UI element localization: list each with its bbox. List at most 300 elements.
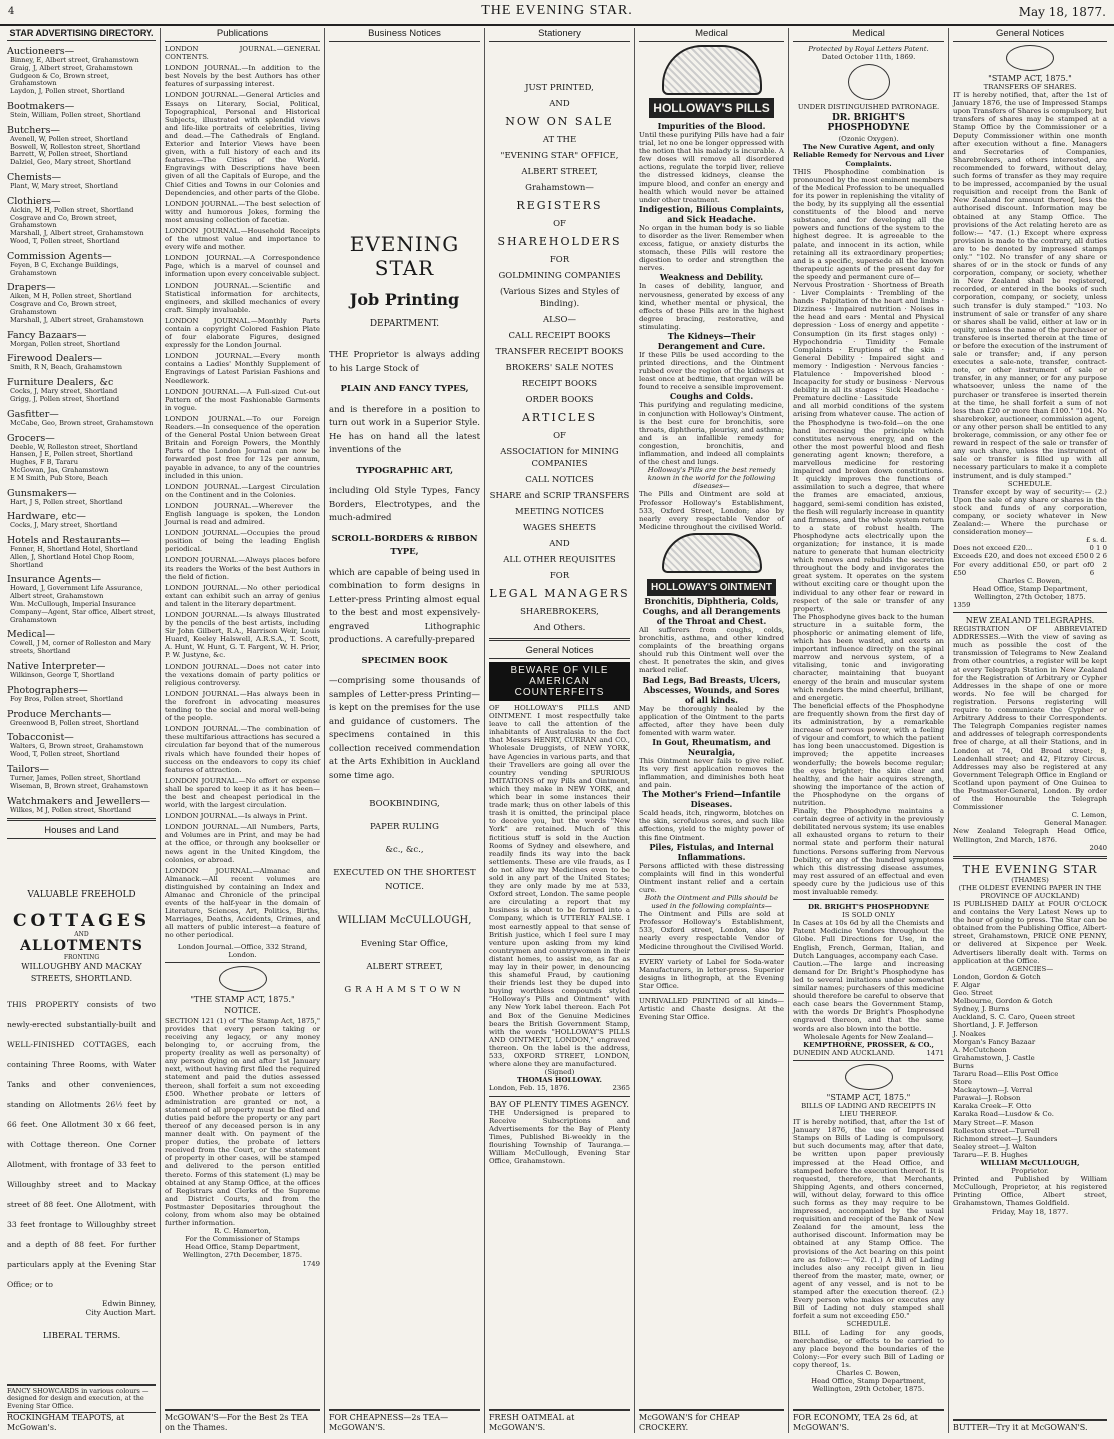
journal-office: London Journal.—Office, 332 Strand, London. bbox=[177, 942, 308, 959]
publication-item: LONDON JOURNAL.—Has always been in the forefront in advocating measures tending to the social and moral well-being of the people. bbox=[165, 689, 320, 723]
ad-and: AND bbox=[74, 931, 89, 939]
fee-label: Does not exceed £20... bbox=[953, 544, 1033, 553]
telegraphs-signature-2: General Manager. bbox=[1044, 819, 1107, 828]
patent-line: Protected by Royal Letters Patent. bbox=[808, 45, 929, 53]
directory-entry: Stein, William, Pollen street, Shortland bbox=[10, 110, 141, 119]
publication-item: LONDON JOURNAL.—Occupies the proud position of being the leading English periodical. bbox=[165, 529, 320, 554]
publications-heading: Publications bbox=[165, 28, 320, 42]
job-signature-3: ALBERT STREET, bbox=[366, 962, 443, 972]
directory-category: Native Interpreter— bbox=[7, 661, 106, 673]
directory-list bbox=[7, 46, 156, 814]
phosphodyne-body-5: Finally, the Phosphodyne maintains a certain degree of activity in the previously debilitated nervous system; its use enables all exhausted organs to return to their normal state and perform their natural functions. Persons suffering from Nervous Debility, or any of the hundred symptoms which this distressing disease assumes, may rest assured of an effectual and even speedy cure by the judicious use of this most invaluable remedy. bbox=[793, 807, 944, 896]
phosphodyne-subtitle: (Ozonic Oxygen). bbox=[838, 135, 899, 144]
bottom-ad-teapots: ROCKINGHAM TEAPOTS, at McGowan's. bbox=[7, 1412, 156, 1433]
newspaper-title: THE EVENING STAR. bbox=[481, 3, 633, 18]
stationery-line: And Others. bbox=[533, 623, 586, 633]
evening-star-title: THE EVENING STAR bbox=[962, 862, 1098, 876]
text-kidneys: If these Pills be used according to the printed directions, and the Ointment rubbed over the region of the kidneys at least once at bedtime, that organ will be found to receive a sensible improvement. bbox=[639, 350, 784, 392]
publication-item: LONDON JOURNAL.—Largest Circulation on the Continent and in the Colonies. bbox=[165, 482, 320, 499]
agents-number: 1471 bbox=[926, 1048, 944, 1057]
directory-entry: Wm. McCullough, Imperial Insurance Company—Agent, Star office, Albert street, Grahamstown bbox=[10, 600, 156, 624]
directory-entry: Foy Bros, Pollen street, Shortland bbox=[10, 694, 124, 703]
stamp-number: 1749 bbox=[302, 1259, 320, 1268]
telegraphs-signature: C. Lemon, bbox=[1071, 811, 1107, 820]
directory-entry: Barrett, W, Pollen street, Shortland bbox=[10, 150, 128, 159]
directory-entry: Plant, W, Mary street, Shortland bbox=[10, 181, 118, 190]
beware-line-2: AMERICAN COUNTERFEITS bbox=[514, 676, 605, 698]
stationery-line: TRANSFER RECEIPT BOOKS bbox=[495, 347, 624, 357]
directory-category: Produce Merchants— bbox=[7, 708, 112, 720]
directory-entry: Allen, J, Shortland Hotel Chop Room, Shortland bbox=[10, 552, 135, 569]
agency-entry: Mary Street—F. Mason bbox=[953, 1118, 1034, 1127]
phosphodyne-body-3: The Phosphodyne gives back to the human structure in a suitable form, the phosphoric or animating element of life, which has been wasted, and exerts an important influence directly on the spinal marrow and nervous system, of a vitalising, tonic and invigorating character, maintaining that buoyant energy of the brain and muscular system which renders the mind cheerful, brilliant, and energetic. bbox=[793, 612, 944, 702]
job-typographic: TYPOGRAPHIC ART, bbox=[355, 465, 454, 476]
job-signature: WILLIAM McCULLOUGH, bbox=[337, 915, 472, 926]
directory-category: Firewood Dealers— bbox=[7, 353, 102, 365]
stationery-line: AND bbox=[549, 99, 570, 109]
stationery-line: MEETING NOTICES bbox=[514, 507, 605, 517]
stationery-line: FOR bbox=[549, 255, 570, 265]
heading-mothers-friend: The Mother's Friend—Infantile Diseases. bbox=[642, 789, 781, 810]
directory-entry: Wilkinson, George T, Shortland bbox=[10, 671, 115, 680]
agency-entry: Richmond street—J. Saunders bbox=[953, 1134, 1058, 1143]
directory-entry: Cosgrave and Co, Brown street, Grahamstown bbox=[10, 213, 117, 230]
publisher-name: WILLIAM McCULLOUGH, bbox=[980, 1159, 1080, 1167]
patronage-line: UNDER DISTINGUISHED PATRONAGE. bbox=[797, 103, 940, 112]
etc: &c., &c., bbox=[385, 845, 424, 855]
directory-entry: Dalziel, Geo, Mary street, Shortland bbox=[10, 158, 131, 167]
directory-entry: Laydon, J, Pollen street, Shortland bbox=[10, 87, 125, 96]
stationery-list bbox=[489, 82, 630, 634]
labels-ad: EVERY variety of Label for Soda-water Manufacturers, in letter-press. Superior designs in lithograph, at the Evening Star Office. bbox=[639, 957, 784, 990]
directory-entry: Hughes, F B, Tararu bbox=[10, 458, 78, 467]
publication-item: LONDON JOURNAL.—GENERAL CONTENTS. bbox=[165, 45, 320, 62]
column-business bbox=[325, 28, 485, 1433]
agency-entry: F. Algar bbox=[953, 980, 981, 989]
phosphodyne-body-1: THIS Phosphodine combination is pronounced by the most eminent members of the Medical Profession to be unequalled for its power in replenishing the vitality of the body, by its supplying all the essential constituents of the blood and nerve substance, and for developing all the powers and functions of the system to the highest degree. It is agreeable to the palate, and innocent in its action, while retaining all its extraordinary properties; and is a specific, supersede all the known therapeutic agents of the present day for the speedy and permanent cure of— bbox=[793, 167, 944, 281]
holloway-pills-banner: HOLLOWAY'S PILLS bbox=[649, 98, 773, 118]
directory-category: Chemists— bbox=[7, 171, 62, 183]
divider bbox=[953, 612, 1107, 613]
phosphodyne-sold-body: In Cases at 10s 6d by all the Chemists and Patent Medicine Vendors throughout the Globe. Full Directions for Use, in the English, French, German, Italian, and Dutch Languages, accompany each Case. bbox=[793, 919, 944, 960]
text-piles: Persons afflicted with these distressing complaints will find in this wonderful Ointment instant relief and a certain cure. bbox=[639, 861, 784, 894]
directory-entry: Cosgrave and Co, Brown street, Grahamstown bbox=[10, 300, 117, 316]
publication-item: LONDON JOURNAL.—All Numbers, Parts, and Volumes are in Print, and may be had at the office, or through any bookseller or news agent in the United Kingdom, the colonies, or abroad. bbox=[165, 823, 320, 864]
fee-label: Exceeds £20, and does not exceed £50 bbox=[953, 552, 1089, 561]
stamp-signature-2: For the Commissioner of Stamps bbox=[185, 1235, 300, 1244]
business-heading: Business Notices bbox=[329, 28, 480, 42]
heading-indigestion: Indigestion, Bilious Complaints, and Sick Headache. bbox=[639, 203, 784, 224]
fee-row bbox=[953, 561, 1107, 577]
directory-entry: Cocks, J, Mary street, Shortland bbox=[10, 387, 118, 396]
bills-signature-2: Head Office, Stamp Department, Wellington, 29th October, 1875. bbox=[811, 1377, 926, 1394]
directory-entry: Greenwood B, Pollen street, Shortland bbox=[10, 718, 139, 727]
stationery-line: JUST PRINTED, bbox=[525, 83, 594, 93]
ad-signature-2: City Auction Mart. bbox=[85, 1308, 156, 1318]
agencies-title: AGENCIES— bbox=[1006, 964, 1054, 973]
agency-entry: Parawai—J. Robson bbox=[953, 1094, 1021, 1103]
directory-category: Photographers— bbox=[7, 684, 88, 696]
heading-bad-legs: Bad Legs, Bad Breasts, Ulcers, Abscesses, Wounds, and Sores of all kinds. bbox=[642, 674, 781, 705]
stationery-line: ALL OTHER REQUISITES bbox=[503, 555, 616, 565]
fee-value: 0 2 6 bbox=[1089, 552, 1107, 561]
text-coughs: This purifying and regulating medicine, in conjunction with Holloway's Ointment, is the best cure for bronchitis, sore throats, diphtheria, pleurisy, and asthma; and is an infallible remedy for congestion, bronchitis, and inflammation, and indeed all complaints of the chest and lungs. bbox=[639, 401, 784, 467]
heading-piles: Piles, Fistulas, and Internal Inflammations. bbox=[649, 841, 774, 862]
publication-item: LONDON JOURNAL.—Scientific and Statistical information for architects, engineers, and skilled mechanics of every craft. Simply invaluable. bbox=[165, 281, 320, 314]
ointment-sold-at: The Ointment and Pills are sold at Professor Holloway's Establishment, 533, Oxford street, London, also by nearly every respectable Vendor of Medicine throughout the Civilised World. bbox=[639, 910, 784, 951]
phosphodyne-title: DR. BRIGHT'S PHOSPHODYNE bbox=[827, 113, 910, 134]
divider bbox=[639, 993, 784, 994]
directory-entry: Grigg, J, Pollen street, Shortland bbox=[10, 394, 120, 403]
houses-heading: Houses and Land bbox=[7, 825, 156, 839]
job-signature-4: GRAHAMSTOWN bbox=[344, 985, 465, 995]
agency-entry: Melbourne, Gordon & Gotch bbox=[953, 997, 1053, 1006]
stationery-line: BROKERS' SALE NOTES bbox=[505, 363, 614, 373]
phosphodyne-body-2: and all morbid conditions of the system arising from whatever cause. The action of the Phosphodyne is two-fold—on the one hand increasing the principle which constitutes nervous energy, and on the other the most powerful blood and flesh generating agent known; therefore, a marvellous medicine for restoring impaired and broken down constitutions. It quickly improves the functions of assimilation to such a degree, that where the frames are emaciated, anxious, haggard, semi-semi condition has existed, the flesh will regularly increase in quantity and firmness, and the whole system return to a state of robust health. The Phosphodyne acts electrically upon the organization; for instance, it is made nature to generate that human electricity which renews and rebuilds the secretion throughout the body and invigorates the great system. It operates on the system without exciting care or thought upon the individual to any other fear or reward in respect of the sale or transfer of any property. bbox=[793, 402, 944, 613]
phosphodyne-sold: IS SOLD ONLY bbox=[842, 911, 895, 920]
agency-entry: Burns bbox=[953, 1061, 974, 1070]
bottom-ad-showcards: FANCY SHOWCARDS in various colours — designed for design and execution, at the Evening Star Office. bbox=[7, 1386, 149, 1410]
column-general-notices bbox=[949, 28, 1111, 1433]
directory-category: Drapers— bbox=[7, 282, 56, 294]
directory-category: Tobacconist— bbox=[7, 732, 74, 744]
directory-entry: Aiken, M H, Pollen street, Shortland bbox=[10, 292, 132, 301]
bay-title: BAY OF PLENTY TIMES AGENCY. bbox=[490, 1099, 629, 1109]
directory-entry: Morgan, Pollen street, Shortland bbox=[10, 339, 120, 348]
general-notices-heading-2: General Notices bbox=[953, 28, 1107, 42]
stationery-line: ALBERT STREET, bbox=[521, 167, 598, 177]
directory-entry: Wood, T, Pollen street, Shortland bbox=[10, 750, 120, 759]
holloway-dateline bbox=[489, 1084, 630, 1092]
heading-bronchitis: Bronchitis, Diphtheria, Colds, Coughs, and all Derangements of the Throat and Chest. bbox=[642, 595, 781, 626]
schedule-label: SCHEDULE. bbox=[846, 1320, 891, 1329]
stationery-line: OF bbox=[553, 431, 566, 441]
fee-row bbox=[953, 544, 1107, 552]
text-indigestion: No organ in the human body is so liable to disorder as the liver. Remember when excess, fatigue, or anxiety disturbs the stomach, these Pills will restore the digestion to order and strengthen the nerves. bbox=[639, 223, 784, 273]
fee-label: For every additional £50, or part of £50 bbox=[953, 560, 1090, 577]
agents-location: DUNEDIN AND AUCKLAND. bbox=[793, 1048, 895, 1057]
stationery-line: NOW ON SALE bbox=[505, 115, 614, 128]
beware-line-1: BEWARE OF VILE bbox=[510, 665, 609, 676]
agency-entry: Shortland, J. F. Jefferson bbox=[953, 1021, 1038, 1030]
column-stationery bbox=[485, 28, 635, 1433]
ad-signature: Edwin Binney, bbox=[102, 1299, 156, 1309]
agency-entry: Rolleston street—Turrell bbox=[953, 1126, 1040, 1135]
agency-entry: Auckland, S. C. Caro, Queen street bbox=[953, 1013, 1075, 1022]
directory-category: Gunsmakers— bbox=[7, 487, 77, 499]
directory-entry: E M Smith, Pub Store, Beach bbox=[10, 473, 108, 482]
royal-arms-icon bbox=[845, 1064, 893, 1090]
stationery-line: CALL RECEIPT BOOKS bbox=[508, 331, 611, 341]
bottom-ads bbox=[7, 1384, 156, 1434]
masthead bbox=[0, 0, 1114, 26]
agency-entry: Grahamstown, J. Castle bbox=[953, 1053, 1035, 1062]
directory-entry: Howard, J, Government Life Assurance, Albert street, Grahamstown bbox=[10, 584, 143, 601]
medical-heading-2: Medical bbox=[793, 28, 944, 42]
publication-item: LONDON JOURNAL.—In addition to the best Novels by the best Authors has other features of surpassing interest. bbox=[165, 64, 320, 89]
directory-entry: McGowan, Jas, Grahamstown bbox=[10, 465, 109, 474]
stamp-act-body: SECTION 121 (1) of "The Stamp Act, 1875," provides that every person taking or receiving any legacy, or any money belonging to, or accruing from, the property (reality as well as personalty) of any person dying on and after 1st January next, without having first filed the required statement and paid the duties assessed thereon, shall forfeit a sum not exceeding £500. Whether probate or letters of administration are granted or not, a statement of all property must be filed and duties paid before the property or any part thereof of any deceased person is in any manner dealt with. On payment of the proper duties, the probate of letters received from the Court, or the statement of property in other cases, will be stamped and delivered to the person entitled thereto. Forms of this statement (L) may be obtained at any Stamp Office, at the offices of Registrars and Clerks of the Supreme and District Courts, and from the Postmaster Depositaries throughout the colony, from whom also may be obtained further information. bbox=[165, 1016, 320, 1228]
agency-entry: Tararu Road—Ellis Post Office bbox=[953, 1069, 1059, 1078]
agency-entry: Geo. Street bbox=[953, 989, 993, 998]
directory-entry: Turner, James, Pollen street, Shortland bbox=[10, 774, 141, 783]
stationery-line: FOR bbox=[549, 571, 570, 581]
heading-weakness: Weakness and Debility. bbox=[659, 272, 764, 283]
agency-entry: Sydney, J. Burns bbox=[953, 1005, 1010, 1014]
stationery-line: AT THE bbox=[542, 135, 577, 145]
fee-value: 0 2 6 bbox=[1089, 560, 1107, 577]
agents-location-line bbox=[793, 1049, 944, 1057]
publisher-role: Proprietor. bbox=[1011, 1167, 1049, 1176]
directory-heading: STAR ADVERTISING DIRECTORY. bbox=[7, 28, 156, 41]
general-notices-heading: General Notices bbox=[489, 645, 630, 659]
holloway-number: 2365 bbox=[612, 1084, 630, 1093]
directory-entry: Walters, G, Brown street, Grahamstown bbox=[10, 742, 144, 751]
printing-ad: UNRIVALLED PRINTING of all kinds—Artistic and Chaste designs. At the Evening Star Office. bbox=[639, 997, 784, 1022]
stationery-line: SHAREHOLDERS bbox=[497, 235, 622, 248]
agency-entry: A. McCutcheon bbox=[953, 1045, 1007, 1054]
holloway-name: THOMAS HOLLOWAY. bbox=[517, 1076, 602, 1085]
publication-item: LONDON JOURNAL.—Does not cater into the vexations domain of party politics or religious controversy. bbox=[165, 662, 320, 687]
directory-category: Hotels and Restaurants— bbox=[7, 535, 131, 547]
page-number: 4 bbox=[8, 6, 15, 17]
directory-entry: Graig, J, Albert street, Grahamstown bbox=[10, 63, 133, 72]
directory-entry: Wood, T, Pollen street, Shortland bbox=[10, 236, 120, 245]
agents-line: Wholesale Agents for New Zealand— bbox=[803, 1032, 934, 1041]
agency-entry: Mackaytown—J. Verral bbox=[953, 1086, 1033, 1095]
job-p1: THE Proprietor is always adding to his Large Stock of bbox=[329, 350, 480, 374]
heading-gout: In Gout, Rheumatism, and Neuralgia, bbox=[652, 736, 771, 757]
page-columns bbox=[3, 28, 1111, 1433]
evening-star-oldest: (THE OLDEST EVENING PAPER IN THE PROVINCE OF AUCKLAND) bbox=[958, 883, 1102, 900]
publication-item: LONDON JOURNAL.—Wherever the English language is spoken, the London Journal is read and admired. bbox=[165, 501, 320, 527]
job-types: PLAIN AND FANCY TYPES, bbox=[340, 384, 469, 394]
job-title: EVENING STAR bbox=[349, 232, 460, 280]
schedule-body: BILL of Lading for any goods, merchandise, or effects to be carried to any place beyond the boundaries of the Colony:—For every such Bill of Lading or copy thereof, 1s. bbox=[793, 1328, 944, 1369]
imprint: Printed and Published by William McCullough, Proprietor, at his registered Printing Office, Albert street, Grahamstown, Thames Goldfield. bbox=[953, 1175, 1107, 1208]
stationery-line: GOLDMINING COMPANIES bbox=[498, 271, 621, 281]
publication-item: LONDON JOURNAL.—The combination of these multifarious attractions has secured a circulation far beyond that of the numerous rivals which have founded their hopes of success on the endeavors to copy its chief features of attraction. bbox=[165, 725, 320, 774]
job-specimen: SPECIMEN BOOK bbox=[361, 655, 448, 666]
transfers-title: TRANSFERS OF SHARES. bbox=[983, 83, 1077, 91]
stamp-signature: R. C. Hamerton, bbox=[214, 1227, 271, 1236]
transfers-signature: Charles C. Bowen, bbox=[997, 576, 1063, 585]
publication-item: LONDON JOURNAL.—General Articles and Essays on Literary, Social, Political, Topographical, Personal and Historical Subjects, illustrated with splendid views and life-like portraits of celebrities, living and dead.—The Cathedrals of England. Exterior and Interior Views have been given, with a full history of each and its features.—The Cities of the World. Engravings with Descriptions have been given of all the Capitals of Europe, and the Chief Cities and Towns in our Colonies and Dependencies, and other parts of the Globe. bbox=[165, 91, 320, 197]
directory-category: Watchmakers and Jewellers— bbox=[7, 795, 151, 807]
stationery-line: ALSO— bbox=[542, 315, 577, 325]
evening-star-thames: (THAMES) bbox=[1011, 875, 1049, 884]
divider bbox=[639, 954, 784, 955]
holloway-date: London, Feb. 15, 1876. bbox=[489, 1084, 570, 1093]
directory-category: Clothiers— bbox=[7, 195, 61, 207]
ad-title-allotments: ALLOTMENTS bbox=[20, 938, 143, 955]
column-medical-phosphodyne bbox=[789, 28, 949, 1433]
publication-item: LONDON JOURNAL.—Is always Illustrated by the pencils of the best artists, including Sir John Gilbert, R.A., Harrison Weir, Louis Huard, Keeley Halswell, A.R.S.A., T. Scott, A. Hunt, W. Hunt, G. T. Fargent, W. H. Prior, P. W. Justyne, &c. bbox=[165, 611, 320, 660]
directory-entry: Boswell, W, Rolleston street, Shortland bbox=[10, 142, 141, 151]
directory-entry: Marshall, J, Albert street, Grahamstown bbox=[10, 315, 144, 324]
ad-title-freehold: VALUABLE FREEHOLD bbox=[27, 890, 136, 901]
directory-category: Hardware, etc— bbox=[7, 511, 86, 523]
stationery-line: ARTICLES bbox=[521, 411, 597, 424]
phosphodyne-ailments: Nervous Prostration · Shortness of Breath · Liver Complaints · Trembling of the hands · Palpitation of the heart and limbs · Dizziness · Impaired nutrition · Noises in the head and ears · Mental and Physical depression · Loss of energy and appetite · Consumption (in its first stages only) · Hypochondria · Timidity · Female Complaints · Eruptions of the skin · General Debility · Impaired sight and memory · Indigestion · Nervous fancies · Flatulence · Impoverished blood · Incapacity for study or business · Nervous debility in all its stages · Sick Headache · Premature decline · Lassitude bbox=[793, 280, 944, 403]
imprint-date: Friday, May 18, 1877. bbox=[991, 1207, 1069, 1216]
column-publications bbox=[161, 28, 325, 1433]
bottom-ad-economy: FOR ECONOMY, TEA 2s 6d, at McGOWAN'S. bbox=[793, 1409, 944, 1433]
telegraphs-signature-3: New Zealand Telegraph Head Office, Wellington, 2nd March, 1876. bbox=[953, 827, 1107, 844]
directory-entry: Fenner, H, Shortland Hotel, Shortland bbox=[10, 545, 138, 554]
text-impurities: Until these purifying Pills have had a fair trial, let no one be longer oppressed with the notion that his malady is incurable. A few doses will remove all disordered actions, regulate the torpid liver, relieve the distressed kidneys, cleanse the impure blood, and confer an energy and health which would never be attained under other treatment. bbox=[639, 131, 784, 204]
heading-kidneys: The Kidneys—Their Derangement and Cure. bbox=[657, 330, 766, 351]
text-weakness: In cases of debility, languor, and nervousness, generated by excess of any kind, whether mental or physical, the effects of these Pills are in the highest degree bracing, restorative, and stimulating. bbox=[639, 282, 784, 331]
bills-signature: Charles C. Bowen, bbox=[836, 1368, 901, 1377]
directory-category: Medical— bbox=[7, 629, 55, 641]
stationery-line: OF bbox=[553, 219, 566, 229]
fee-table bbox=[953, 544, 1107, 576]
directory-entry: Cocks, J, Mary street, Shortland bbox=[10, 521, 118, 530]
notice-label: NOTICE. bbox=[224, 1005, 261, 1015]
ointment-crest-icon bbox=[662, 533, 762, 573]
stationery-line: SHARE and SCRIP TRANSFERS bbox=[489, 491, 630, 501]
schedule-label-2: SCHEDULE. bbox=[1007, 479, 1053, 488]
stationery-line: WAGES SHEETS bbox=[522, 523, 597, 533]
stationery-line: Grahamstown— bbox=[525, 183, 594, 193]
column-medical-holloway bbox=[635, 28, 789, 1433]
medical-heading: Medical bbox=[639, 28, 784, 42]
ad-terms: LIBERAL TERMS. bbox=[42, 1331, 121, 1342]
schedule-text: Transfer except by way of security:— (2.) Upon the sale of any share or shares in the stock and funds of any corporation, company, or society whatever in New Zealand:— Where the purchase or consideration money— bbox=[953, 487, 1107, 537]
divider bbox=[793, 899, 944, 900]
directory-entry: Wiseman, B, Brown street, Grahamstown bbox=[10, 781, 149, 790]
directory-entry: Wilkes, M J, Pollen street, Shortland bbox=[10, 805, 132, 814]
holloway-notice: OF HOLLOWAY'S PILLS AND OINTMENT. I most respectfully take leave to call the attention of the inhabitants of Australasia to the fact that Messrs HENRY, CURRAN and CO., Wholesale Druggists, of NEW YORK, have Agencies in various parts, and that their Travellers are going all over the country vending SPURIOUS IMITATIONS of my Pills and Ointment, which they make in NEW YORK, and which bear in some instances their trade mark; thus on other labels of this trash it is omitted, the principal place to deceive you, but the words "New York" are retained. Much of this fictitious stuff is sold in the Auction Rooms of Sydney and elsewhere, and readily finds its way into the back settlements. These are vile frauds, as I do not allow my Medicines even to be sold in any part of the United States; they are only made by me at 533, Oxford street, London. The same people are circulating a report that my business is about to be formed into a Company, which is UTTERLY FALSE. I most earnestly appeal to that sense of British justice, which I feel sure I may venture upon asking from my kind countrymen and countrywomen in their distant homes, to assist me, as far as may lay in their power, in denouncing this shameful Fraud, by cautioning their friends lest they be duped into buying worthless compounds styled "Holloway's Pills and Ointment" with any New York label thereon. Each Pot and Box of the Genuine Medicines bears the British Government Stamp, with the words "HOLLOWAY'S PILLS AND OINTMENT, LONDON," engraved thereon. On the label is the address, 533, OXFORD STREET, LONDON, where alone they are manufactured. bbox=[489, 704, 630, 1069]
directory-entry: Deeble, W, Rolleston street, Shortland bbox=[10, 442, 138, 451]
publication-item: LONDON JOURNAL.—Monthly Parts contain a copyright Colored Fashion Plate of four elaborate Figures, designed expressly for the London Journal. bbox=[165, 316, 320, 350]
divider bbox=[953, 856, 1107, 859]
pills-sold-at: The Pills and Ointment are sold at Professor Holloway's Establishment, 533, Oxford Street, London; also by nearly every respectable Vendor of Medicine throughout the civilised World. bbox=[639, 490, 784, 531]
publications-list bbox=[165, 45, 320, 940]
telegraphs-number: 2040 bbox=[1089, 843, 1107, 852]
bills-body: IT is hereby notified, that, after the 1st of January 1876, the use of Impressed Stamps on Bills of Lading is compulsory, but such documents may, after that date, be written upon paper previously impressed at the Head Office, and stamped before the execution thereof. It is requested, therefore, that Merchants, Shipping Agents, and others concerned, will, without delay, forward to this office such forms as they may require to be impressed, accompanied by the usual requisition and receipt of the Bank of New Zealand for the amount, less the authorised discount. Information may be obtained at any Stamp Office. The provisions of the Act bearing on this point are as follow:— "62. (1.) A Bill of Lading includes also any receipt given in lieu thereof from the master, mate, owner, or agent of any vessel, and is not to be stamped after the execution thereof. (2.) Every person who makes or executes any Bill of Lading not duly stamped shall forfeit a sum not exceeding £50." bbox=[793, 1118, 944, 1321]
ad-title-cottages: COTTAGES bbox=[12, 911, 151, 932]
directory-category: Gasfitter— bbox=[7, 408, 59, 420]
directory-entry: Hart, J S, Pollen street, Shortland bbox=[10, 497, 123, 506]
agency-entry: J. Noakes bbox=[953, 1029, 986, 1038]
agency-entry: Morgan's Fancy Bazaar bbox=[953, 1037, 1036, 1046]
stationery-line: LEGAL MANAGERS bbox=[489, 587, 630, 600]
agency-list bbox=[953, 973, 1107, 1159]
bills-of-lading: BILLS OF LADING AND RECEIPTS IN LIEU THEREOF. bbox=[801, 1101, 936, 1118]
divider bbox=[165, 962, 320, 963]
stationery-line: ASSOCIATION for MINING COMPANIES bbox=[500, 447, 619, 469]
royal-arms-icon bbox=[1006, 45, 1054, 71]
stationery-line: (Various Sizes and Styles of Binding). bbox=[499, 287, 620, 309]
phosphodyne-remedy: The New Curative Agent, and only Reliable Remedy for Nervous and Liver Complaints. bbox=[793, 143, 944, 168]
job-p2: and is therefore in a position to turn out work in a Superior Style. He has on hand all the latest inventions of the bbox=[329, 404, 480, 455]
transfers-number: 1359 bbox=[953, 601, 971, 609]
stationery-line: ORDER BOOKS bbox=[525, 395, 594, 405]
publication-item: LONDON JOURNAL.—Every month contains a Ladies' Monthly Supplement of Engravings of Latest Parisian Fashions and Needlework. bbox=[165, 352, 320, 385]
royal-arms-icon bbox=[219, 966, 267, 992]
shortest-notice: EXECUTED ON THE SHORTEST NOTICE. bbox=[333, 868, 476, 892]
stationery-line: RECEIPT BOOKS bbox=[521, 379, 598, 389]
directory-entry: Gudgeon & Co, Brown street, Grahamstown bbox=[10, 71, 110, 88]
bottom-ad-cheapness: FOR CHEAPNESS—2s TEA—McGOWAN'S. bbox=[329, 1409, 480, 1433]
agency-entry: Karaka Creek—F. Otto bbox=[953, 1102, 1032, 1111]
telegraphs-title: NEW ZEALAND TELEGRAPHS. bbox=[965, 616, 1095, 626]
transfers-signature-2: Head Office, Stamp Department, Wellington, 27th October, 1875. bbox=[972, 584, 1088, 601]
directory-category: Tailors— bbox=[7, 764, 49, 776]
bottom-ad-tea: McGOWAN'S—For the Best 2s TEA on the Thames. bbox=[165, 1409, 320, 1433]
directory-entry: Avenell, W, Pollen street, Shortland bbox=[10, 134, 128, 143]
bay-body: THE Undersigned is prepared to Receive Subscriptions and Advertisements for the Bay of Plenty Times, Published Bi-weekly in the flourishing Township of Tauranga.—William McCullough, Evening Star Office, Grahamstown. bbox=[489, 1108, 630, 1166]
holloway-signed: (Signed) bbox=[544, 1068, 575, 1077]
stationery-line: AND bbox=[549, 539, 570, 549]
directory-category: Furniture Dealers, &c bbox=[7, 377, 114, 389]
divider bbox=[489, 1096, 630, 1097]
complaints-list-title: Both the Ointment and Pills should be used in the following complaints— bbox=[644, 894, 779, 911]
holloway-ointment-banner: HOLLOWAY'S OINTMENT bbox=[647, 579, 776, 596]
evening-star-body: IS PUBLISHED DAILY at FOUR O'CLOCK and contains the Very Latest News up to the hour of going to press. The Star can be obtained from the Publishing Office, Albert-street, Grahamstown, PRICE ONE PENNY, or delivered at Sixpence per Week. Advertisers liberally dealt with. Terms on application at the Office. bbox=[953, 900, 1107, 965]
royal-arms-icon bbox=[848, 64, 890, 100]
beware-banner bbox=[489, 662, 630, 701]
directory-category: Grocers— bbox=[7, 432, 55, 444]
publication-item: LONDON JOURNAL.—Always places before its readers the Works of the best Authors in the field of fiction. bbox=[165, 556, 320, 581]
agency-entry: Tararu—F. B. Hughes bbox=[953, 1150, 1028, 1159]
stamp-signature-3: Head Office, Stamp Department, Wellington, 27th December, 1875. bbox=[182, 1243, 303, 1260]
directory-category: Fancy Bazaars— bbox=[7, 329, 87, 341]
job-department: DEPARTMENT. bbox=[369, 319, 440, 329]
phosphodyne-body-4: The beneficial effects of the Phosphodyne are frequently shown from the first day of its administration, by a remarkable increase of nervous power, with a feeling of vigour and comfort, to which the patient has long been unaccustomed. Digestion is improved; the appetite increases wonderfully; the bowels become regular; the eyes brighter; the skin clear and healthy, and the hair acquires strength, showing the importance of the action of the Phosphodyne on the organs of nutrition. bbox=[793, 701, 944, 807]
text-bad-legs: May be thoroughly healed by the application of the Ointment to the parts affected, after they have been duly fomented with warm water. bbox=[639, 704, 784, 737]
agency-entry: Store bbox=[953, 1078, 973, 1087]
fee-value: 0 1 0 bbox=[1089, 544, 1107, 553]
diseases-list-title: Holloway's Pills are the best remedy known in the world for the following diseases— bbox=[647, 466, 776, 491]
directory-category: Commission Agents— bbox=[7, 250, 112, 262]
agency-entry: Karaka Road—Lusdow & Co. bbox=[953, 1110, 1054, 1119]
publication-item: LONDON JOURNAL.—No other periodical extant can exhibit such an array of genius and talent in the literary department. bbox=[165, 583, 320, 608]
publication-item: LONDON JOURNAL.—Household Receipts of the utmost value and importance to every wife and mother. bbox=[165, 226, 320, 252]
directory-entry: Aickin, M H, Pollen street, Shortland bbox=[10, 205, 134, 214]
stamp-act-title-2: "STAMP ACT, 1875." bbox=[826, 1092, 911, 1102]
stationery-line: SHAREBROKERS, bbox=[520, 607, 599, 617]
stamp-act-title-3: "STAMP ACT, 1875." bbox=[988, 74, 1072, 83]
agency-entry: Sealey street—J. Walton bbox=[953, 1142, 1037, 1151]
bottom-ad-crockery: McGOWAN'S for CHEAP CROCKERY. bbox=[639, 1409, 784, 1433]
directory-entry: McCabe, Geo, Brown street, Grahamstown bbox=[10, 418, 154, 427]
patent-date: Dated October 11th, 1869. bbox=[821, 53, 916, 62]
ad-fronting: FRONTING bbox=[63, 954, 100, 962]
job-p3: including Old Style Types, Fancy Borders, Electrotypes, and the much-admired bbox=[329, 486, 480, 523]
stationery-line: "EVENING STAR" OFFICE, bbox=[500, 151, 619, 161]
heading-impurities: Impurities of the Blood. bbox=[657, 121, 766, 131]
heading-coughs: Coughs and Colds. bbox=[669, 391, 754, 402]
column-directory bbox=[3, 28, 161, 1433]
publication-item: LONDON JOURNAL.—Almanac and Almanack.—All recent volumes are distinguished by containing an Index and Almanac and Chronicle of the principal events of the half-year in the domain of Literature, Sciences, Art, Politics, Births, Marriages, Deaths, Accidents, Crimes, and all matters of public interest—a feature of no other periodical. bbox=[165, 866, 320, 940]
text-gout: This Ointment never fails to give relief. Its very first application removes the inflammation, and diminishes both heat and pain. bbox=[639, 756, 784, 790]
transfers-body: IT is hereby notified, that, after the 1st of January 1876, the use of Impressed Stamps upon Transfers of Shares is compulsory, but transfers of shares may be stamped at a Stamp Office by the Commissioner or a Deputy Commissioner within one month after execution without a fine. Managers and Secretaries of Companies, Sharebrokers, and others interested, are recommended to forward, without delay, such forms of transfer as they may require to be impressed, accompanied by the usual requisition and receipt from the Bank of New Zealand for amount thereof, less the authorised discount. Information may be obtained at any Stamp Office. The provisions of the Act relating hereto are as follow:— "47. (1.) Except where express provision is made to the contrary, all duties are to be denoted by impressed stamps only." "102. No transfer of any share or shares of or in the stock or funds of any corporation, company, or society, whether in New Zealand shall be registered, recorded, or entered in the books of such corporation, company, or society, unless such transfer is duly stamped." "103. No instrument of sale or transfer of any share or shares shall be valid, either at law or in equity, unless the name of the purchaser or transferee is inserted therein at the time of or before the execution of the instrument of sale or transfer; and, if any person executes a sale-note, transfer, contract-note, or other instrument of sale or transfer, in any manner, or for any purpose whatsoever, unless the name of the purchaser or transferee is inserted therein at the time, he shall forfeit a sum of not less than £20 or more than £100." "104. No sharebroker, auctioneer, commission agent, or any other person shall be entitled to any brokerage, commission, or any other fee or reward in respect of the sale or transfer of any such share, unless the instrument of sale or transfer is filled up with all necessary particulars to make it a complete instrument, and is duly stamped." bbox=[953, 91, 1107, 480]
divider bbox=[793, 1060, 944, 1061]
directory-category: Bootmakers— bbox=[7, 100, 75, 112]
agents-name: KEMPTHORNE, PROSSER, & CO., bbox=[803, 1040, 934, 1049]
publication-item: LONDON JOURNAL.—A Correspondence Page, which is a marvel of counsel and information upon every conceivable subject. bbox=[165, 254, 320, 279]
job-signature-2: Evening Star Office, bbox=[360, 939, 449, 949]
bottom-ad-butter: BUTTER—Try it at McGOWAN'S. bbox=[953, 1419, 1107, 1433]
directory-category: Auctioneers— bbox=[7, 46, 75, 57]
ad-body: THIS PROPERTY consists of two newly-erected substantially-built and WELL-FINISHED COTTAGES, each containing Three Rooms, with Water Tanks and other conveniences, standing on Allotments 26½ feet by 66 feet. One Allotment 30 x 66 feet, with Cottage thereon. One Corner Allotment, with frontage of 33 feet to Willoughby street and to Mackay street of 88 feet. One Allotment, with 33 feet frontage to Willoughby street and a depth of 88 feet. For further particulars apply at the Evening Star Office; or to bbox=[7, 1000, 156, 1290]
text-bronchitis: All sufferers from coughs, colds, bronchitis, asthma, and other kindred complaints of the breathing organs should rub this Ointment well over the chest. It penetrates the skin, and gives marked relief. bbox=[639, 625, 784, 675]
bookbinding: BOOKBINDING, bbox=[369, 799, 440, 809]
job-p4: which are capable of being used in combination to form designs in Letter-press Printing almost equal to the best and most expensively-engraved Lithographic productions. A carefully-prepared bbox=[329, 567, 480, 645]
